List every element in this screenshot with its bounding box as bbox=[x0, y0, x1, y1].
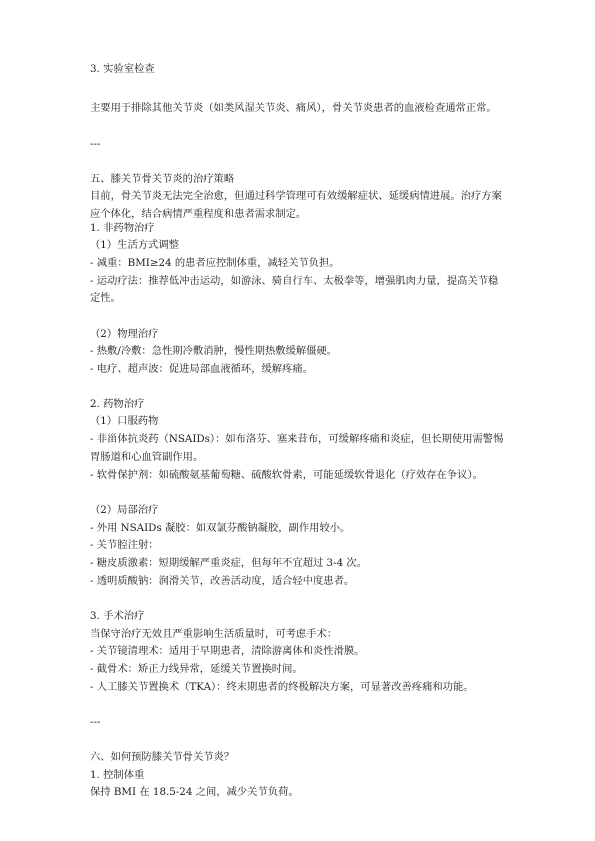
subheading-physical-therapy: （2）物理治疗 bbox=[90, 328, 159, 340]
sub-list-item: - 透明质酸钠：润滑关节，改善活动度，适合轻中度患者。 bbox=[90, 575, 355, 587]
separator-text: --- bbox=[90, 716, 101, 728]
subheading-surgery: 3. 手术治疗 bbox=[90, 610, 145, 622]
subheading-topical: （2）局部治疗 bbox=[90, 504, 159, 516]
paragraph-line: 主要用于排除其他关节炎（如类风湿关节炎、痛风），骨关节炎患者的血液检查通常正常。 bbox=[90, 102, 497, 114]
paragraph-line: 目前，骨关节炎无法完全治愈，但通过科学管理可有效缓解症状、延缓病情进展。治疗方案 bbox=[90, 190, 502, 202]
section-heading-lab-tests: 3. 实验室检查 bbox=[90, 63, 155, 75]
subheading-lifestyle: （1）生活方式调整 bbox=[90, 239, 179, 251]
subheading-weight-control: 1. 控制体重 bbox=[90, 769, 145, 781]
list-item: - 热敷/冷敷：急性期冷敷消肿，慢性期热敷缓解僵硬。 bbox=[90, 345, 338, 357]
list-item: - 外用 NSAIDs 凝胶：如双氯芬酸钠凝胶，副作用较小。 bbox=[90, 522, 351, 534]
list-item-continuation: 胃肠道和心血管副作用。 bbox=[90, 451, 204, 463]
paragraph-line: 保持 BMI 在 18.5-24 之间，减少关节负荷。 bbox=[90, 786, 299, 798]
list-item: - 减重：BMI≥24 的患者应控制体重，减轻关节负担。 bbox=[90, 257, 340, 269]
subheading-non-drug: 1. 非药物治疗 bbox=[90, 222, 155, 234]
list-item-continuation: 定性。 bbox=[90, 292, 121, 304]
list-item: - 关节镜清理术：适用于早期患者，清除游离体和炎性滑膜。 bbox=[90, 645, 365, 657]
subheading-oral-drugs: （1）口服药物 bbox=[90, 415, 159, 427]
section-heading-prevention: 六、如何预防膝关节骨关节炎？ bbox=[90, 751, 235, 763]
section-heading-treatment: 五、膝关节骨关节炎的治疗策略 bbox=[90, 173, 235, 185]
subheading-drug-therapy: 2. 药物治疗 bbox=[90, 398, 145, 410]
list-item: - 人工膝关节置换术（TKA）：终末期患者的终极解决方案，可显著改善疼痛和功能。 bbox=[90, 681, 474, 693]
list-item: - 关节腔注射： bbox=[90, 539, 159, 551]
list-item: - 软骨保护剂：如硫酸氨基葡萄糖、硫酸软骨素，可能延缓软骨退化（疗效存在争议）。 bbox=[90, 469, 483, 481]
paragraph-line: 应个体化，结合病情严重程度和患者需求制定。 bbox=[90, 208, 307, 220]
list-item: - 截骨术：矫正力线异常，延缓关节置换时间。 bbox=[90, 663, 303, 675]
list-item: - 运动疗法：推荐低冲击运动，如游泳、骑自行车、太极拳等，增强肌肉力量，提高关节稳 bbox=[90, 275, 499, 287]
paragraph-line: 当保守治疗无效且严重影响生活质量时，可考虑手术： bbox=[90, 628, 338, 640]
list-item: - 电疗、超声波：促进局部血液循环，缓解疼痛。 bbox=[90, 363, 313, 375]
list-item: - 非甾体抗炎药（NSAIDs）：如布洛芬、塞来昔布，可缓解疼痛和炎症，但长期使用需警惕 bbox=[90, 433, 504, 445]
separator-text: --- bbox=[90, 138, 101, 150]
sub-list-item: - 糖皮质激素：短期缓解严重炎症，但每年不宜超过 3-4 次。 bbox=[90, 557, 368, 569]
